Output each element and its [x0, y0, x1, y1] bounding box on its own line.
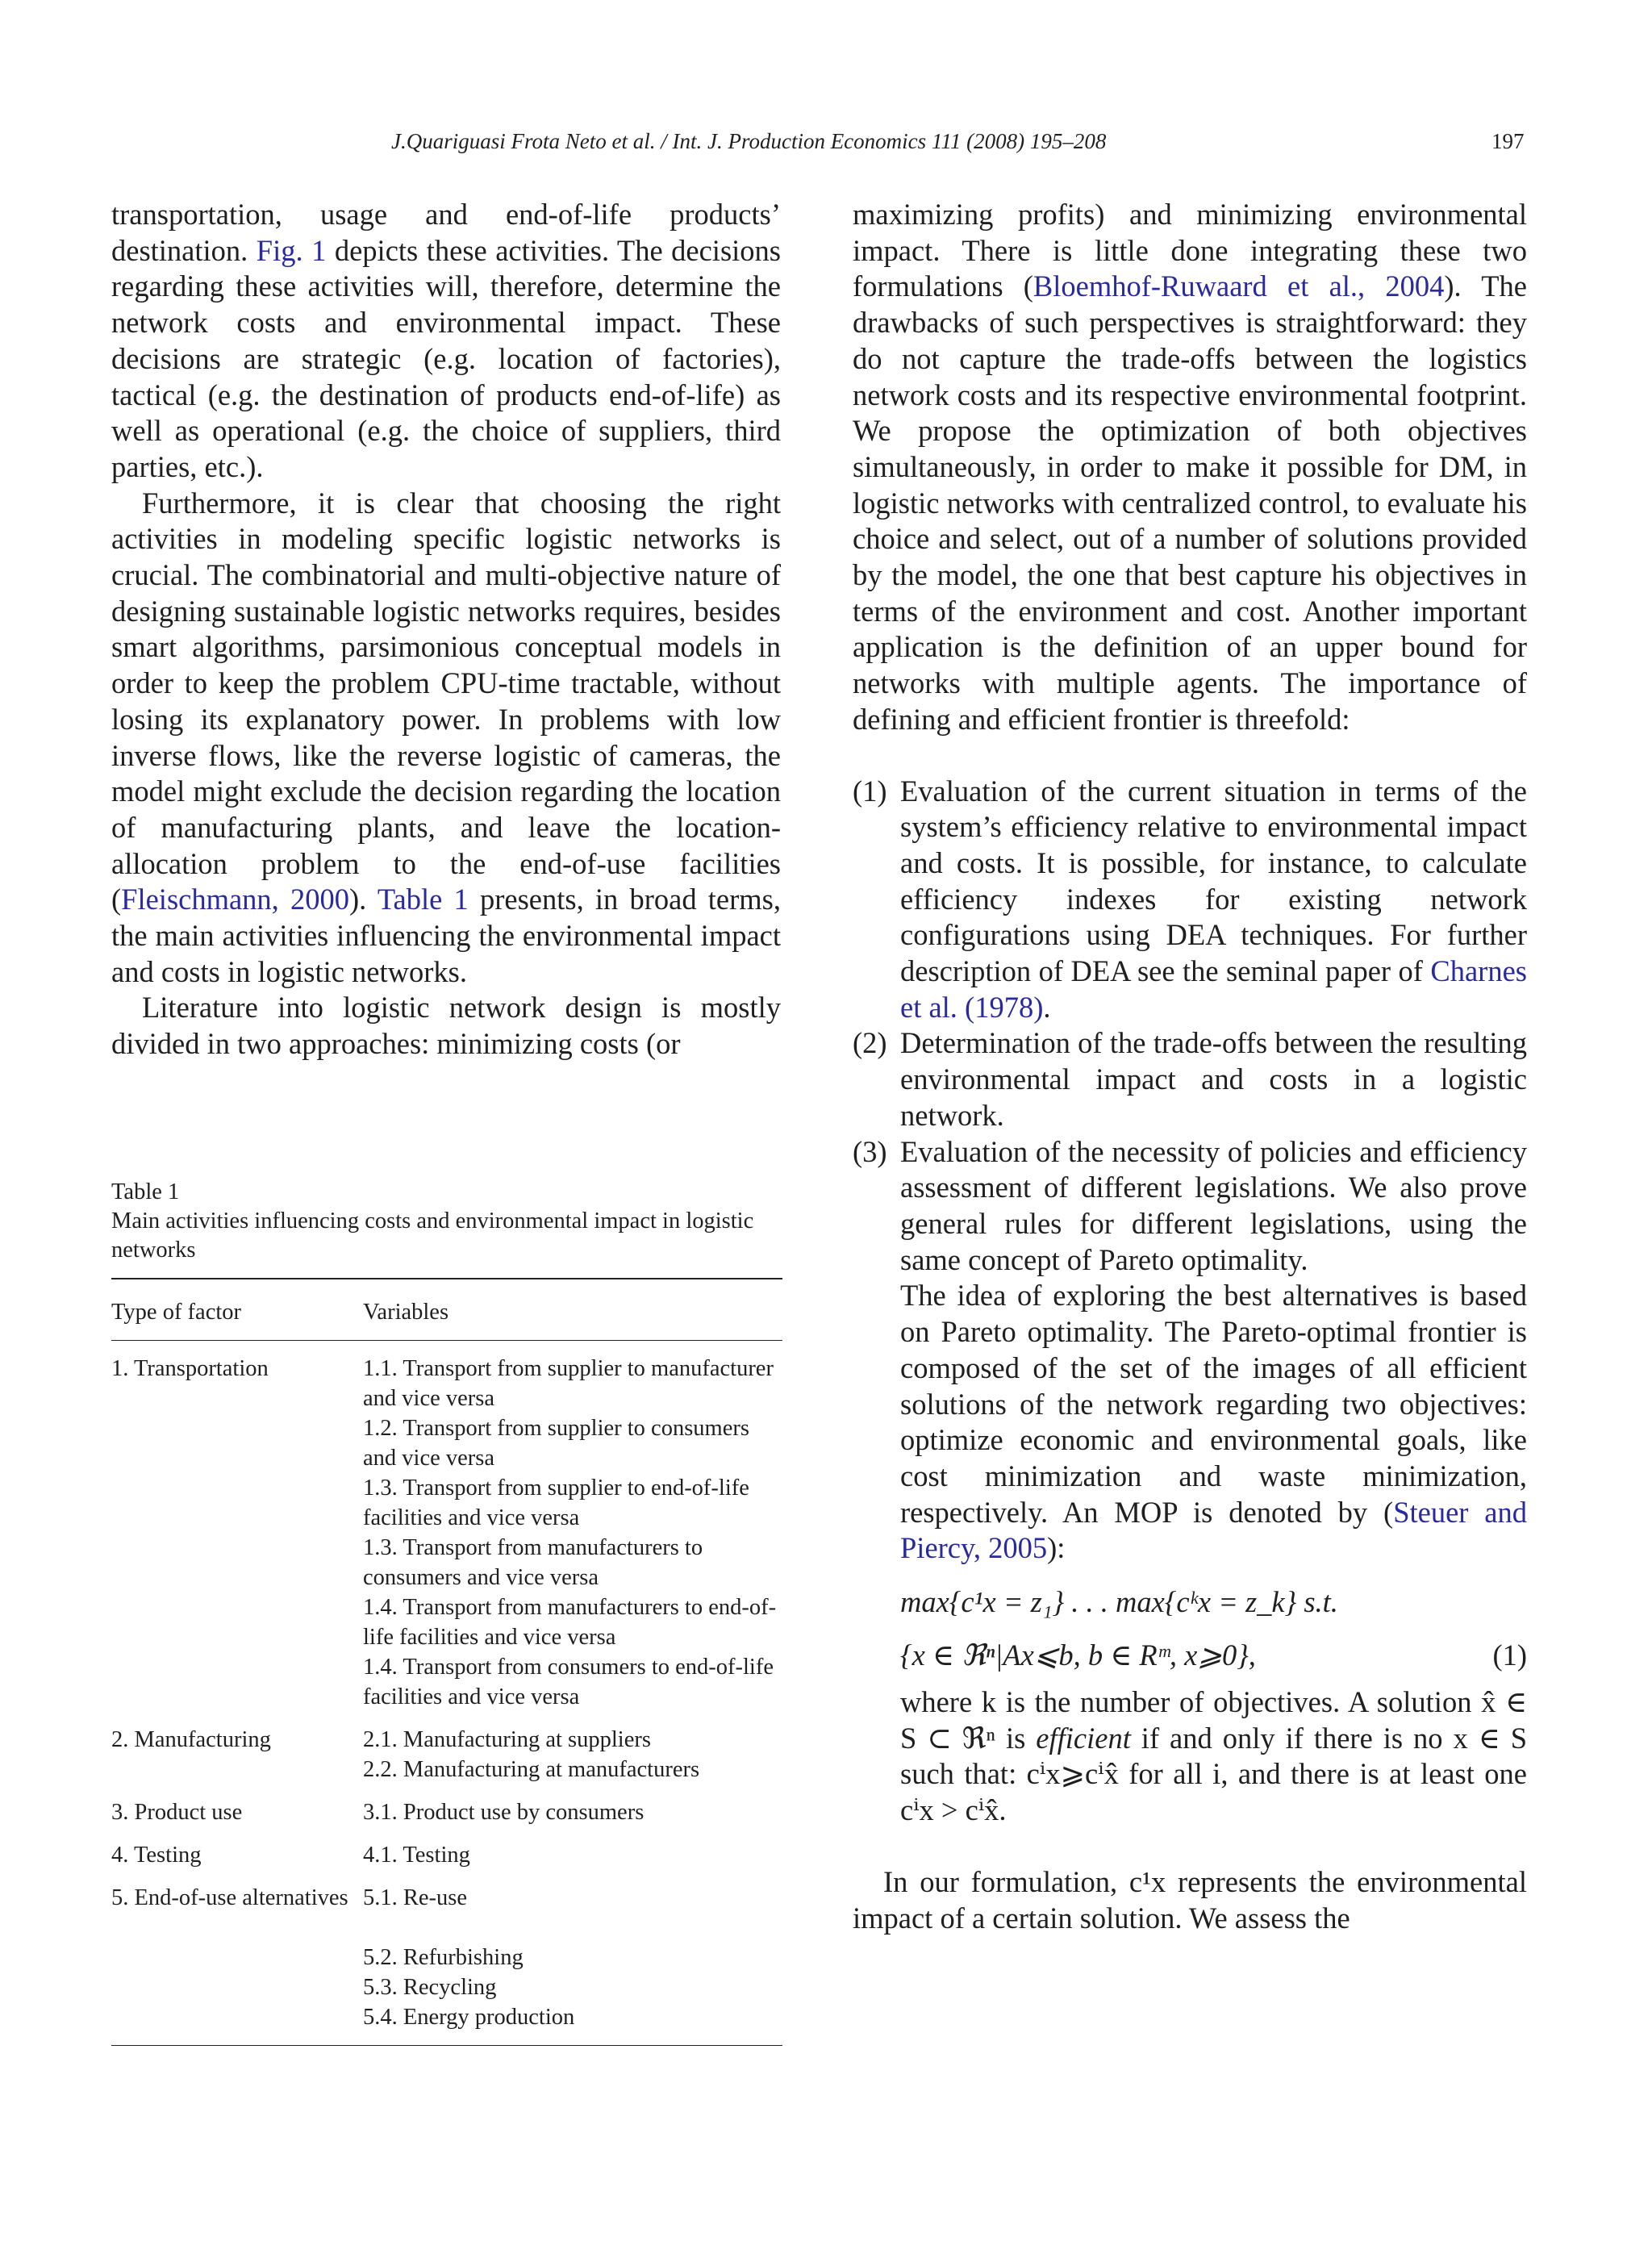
factor-cell: 4. Testing [111, 1843, 202, 1868]
list-item: (1) Evaluation of the current situation in terms of the system’s efficiency relative to environmental impact and costs. It is possible, for instance, to calculate efficiency indexes for existing network configurations using DEA techniques. For further description of DEA see the seminal paper of Charnes et al. (1978). [853, 774, 1527, 1024]
paragraph: where k is the number of objectives. A solution x̂ ∈ S ⊂ ℜⁿ is efficient if and only if there is no x ∈ S such that: cⁱx⩾cⁱx̂ for all i, and there is at least one cⁱx > cⁱx̂. [900, 1685, 1527, 1827]
factor-cell: 5. End-of-use alternatives [111, 1885, 348, 1910]
running-header [0, 129, 1652, 161]
factor-cell: 1. Transportation [111, 1356, 269, 1381]
table-link[interactable]: Table 1 [377, 883, 469, 916]
paragraph: transportation, usage and end-of-life products’ destination. Fig. 1 depicts these activities. The decisions regarding these activities will, therefore, determine the network costs and environmental impact. These decisions are strategic (e.g. location of factories), tactical (e.g. the destination of products end-of-life) as well as operational (e.g. the choice of suppliers, third parties, etc.). [111, 198, 781, 483]
citation-link[interactable]: Bloemhof-Ruwaard et al., 2004 [1032, 269, 1445, 303]
paragraph: Literature into logistic network design is mostly divided in two approaches: minimizing costs (or [111, 991, 781, 1061]
citation-link[interactable]: Fleischmann, 2000 [121, 883, 349, 916]
table-row [111, 1827, 782, 1870]
equation-number: (1) [1492, 1638, 1527, 1672]
table-label: Table 1 [111, 1179, 180, 1204]
paragraph: maximizing profits) and minimizing environmental impact. There is little done integrating these two formulations (Bloemhof-Ruwaard et al., 2004). The drawbacks of such perspectives is straightforward: they do not capture the trade-offs between the logistics network costs and its respective environmental footprint. We propose the optimization of both objectives simultaneously, in order to make it possible for DM, in logistic networks with centralized control, to evaluate his choice and select, out of a number of solutions provided by the model, the one that best capture his objectives in terms of the environment and cost. Another important application is the definition of an upper bound for networks with multiple agents. The importance of defining and efficient frontier is threefold: [853, 198, 1527, 736]
paragraph: Furthermore, it is clear that choosing the right activities in modeling specific logistic networks is crucial. The combinatorial and multi-objective nature of designing sustainable logistic networks requires, besides smart algorithms, parsimonious conceptual models in order to keep the problem CPU-time tractable, without losing its explanatory power. In problems with low inverse flows, like the reverse logistic of cameras, the model might exclude the decision regarding the location of manufacturing plants, and leave the location-allocation problem to the end-of-use facilities (Fleischmann, 2000). Table 1 presents, in broad terms, the main activities influencing the environmental impact and costs in logistic networks. [111, 486, 781, 988]
column-header: Type of factor [111, 1300, 242, 1325]
paragraph: In our formulation, c¹x represents the environmental impact of a certain solution. We assess the [853, 1864, 1527, 1935]
variables-cell: 5.1. Re-use 5.2. Refurbishing 5.3. Recycling 5.4. Energy production [363, 1885, 575, 2030]
table-1 [111, 1178, 782, 2046]
activities-table [111, 1279, 782, 2045]
citation-link[interactable]: Steuer and Piercy, 2005 [900, 1495, 1528, 1565]
column-header: Variables [363, 1300, 449, 1325]
paragraph: The idea of exploring the best alternatives is based on Pareto optimality. The Pareto-optimal frontier is composed of the set of the images of all efficient solutions of the network regarding two objectives: optimize economic and environmental goals, like cost minimization and waste minimization, respectively. An MOP is denoted by (Steuer and Piercy, 2005): [900, 1279, 1528, 1565]
variables-cell: 1.1. Transport from supplier to manufacturer and vice versa 1.2. Transport from supplier to consumers and vice versa 1.3. Transport from supplier to end-of-life facilities and vice versa 1.3. Transport from manufacturers to consumers and vice versa 1.4. Transport from manufacturers to end-of-life facilities and vice versa 1.4. Transport from consumers to end-of-life facilities and vice versa [363, 1356, 777, 1709]
table-caption: Main activities influencing costs and environmental impact in logistic networks [111, 1208, 754, 1263]
left-column [111, 197, 781, 1062]
journal-citation: J.Quariguasi Frota Neto et al. / Int. J. Production Economics 111 (2008) 195–208 [391, 129, 1107, 153]
numbered-list [853, 774, 1527, 1279]
table-bottom-rule [111, 2045, 782, 2046]
equation-line: max{c¹x = z₁} . . . max{cᵏx = z_k} s.t. [900, 1585, 1338, 1619]
variables-cell: 4.1. Testing [363, 1843, 470, 1868]
variables-cell: 2.1. Manufacturing at suppliers 2.2. Manufacturing at manufacturers [363, 1727, 700, 1782]
table-row [111, 1341, 782, 1713]
right-column [853, 197, 1527, 1936]
equation-line: {x ∈ ℜⁿ|Ax⩽b, b ∈ Rᵐ, x⩾0}, (1) [900, 1631, 1527, 1684]
table-row [111, 1870, 782, 2045]
table-row [111, 1712, 782, 1784]
equation-1 [853, 1578, 1527, 1684]
list-item: (3) Evaluation of the necessity of policies and efficiency assessment of different legislations. We also prove general rules for different legislations, using the same concept of Pareto optimality. [853, 1134, 1527, 1276]
page-number: 197 [1491, 129, 1525, 153]
factor-cell: 2. Manufacturing [111, 1727, 271, 1752]
list-item: (2) Determination of the trade-offs between the resulting environmental impact and costs in a logistic network. [853, 1026, 1527, 1132]
factor-cell: 3. Product use [111, 1800, 243, 1825]
table-row [111, 1784, 782, 1827]
citation-link[interactable]: Charnes et al. (1978) [900, 954, 1527, 1024]
variables-cell: 3.1. Product use by consumers [363, 1800, 645, 1825]
figure-link[interactable]: Fig. 1 [256, 233, 327, 267]
